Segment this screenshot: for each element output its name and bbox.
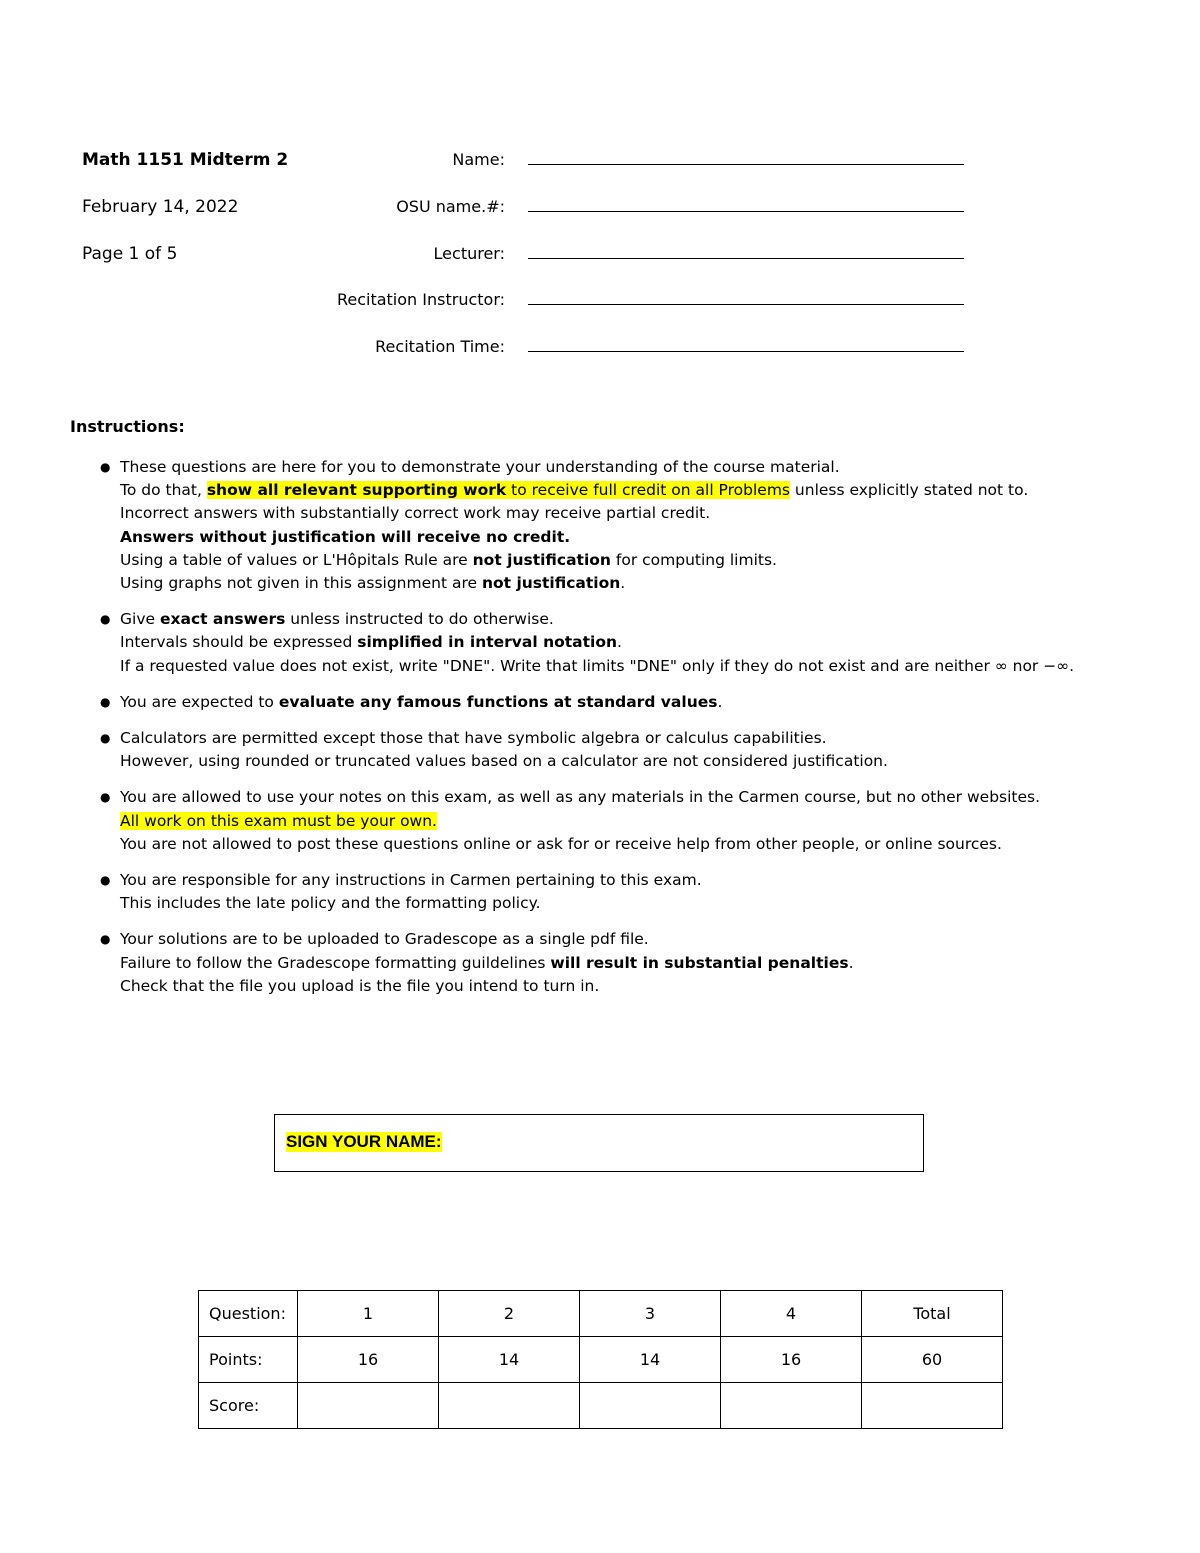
score-cell-total[interactable] xyxy=(862,1383,1003,1429)
lecturer-label: Lecturer: xyxy=(433,244,505,263)
row-label-score: Score: xyxy=(199,1383,298,1429)
instructions-list xyxy=(100,456,1140,1011)
instruction-item: ● Give exact answers unless instructed to do otherwise. Intervals should be expressed simplified in interval notation. If a requested value does not exist, write "DNE". Write that limits "DNE" only if they do not exist and are neither ∞ nor −∞. xyxy=(100,610,1075,675)
bullet-icon: ● xyxy=(100,790,111,805)
bullet-icon: ● xyxy=(100,694,111,709)
instruction-item: ● Your solutions are to be uploaded to Gradescope as a single pdf file. Failure to follow the Gradescope formatting guildelines will result in substantial penalties. Check that the file you upload is the file you intend to turn in. xyxy=(100,930,854,995)
question-cell-total: Total xyxy=(862,1291,1003,1337)
bullet-icon: ● xyxy=(100,612,111,627)
question-cell: 3 xyxy=(580,1291,721,1337)
points-cell-total: 60 xyxy=(862,1337,1003,1383)
row-label-points: Points: xyxy=(199,1337,298,1383)
instruction-item: ● You are expected to evaluate any famous functions at standard values. xyxy=(100,691,1140,714)
instruction-item: ● Calculators are permitted except those that have symbolic algebra or calculus capabilities. However, using rounded or truncated values based on a calculator are not considered justification. xyxy=(100,729,888,771)
recitation-time-label: Recitation Time: xyxy=(375,337,505,356)
points-cell: 16 xyxy=(298,1337,439,1383)
table-row xyxy=(199,1383,1003,1429)
score-cell[interactable] xyxy=(721,1383,862,1429)
osu-name-label: OSU name.#: xyxy=(396,197,505,216)
name-field[interactable] xyxy=(528,164,964,165)
score-table xyxy=(198,1290,1003,1429)
score-cell[interactable] xyxy=(439,1383,580,1429)
instruction-item: ● These questions are here for you to demonstrate your understanding of the course material. To do that, show all relevant supporting work to receive full credit on all Problems unless explicitly stated not to. Incorrect answers with substantially correct work may receive partial credit. Answers without justification will receive no credit. Using a table of values or L'Hôpitals Rule are not justification for computing limits. Using graphs not given in this assignment are not justification. xyxy=(100,458,1029,593)
table-row xyxy=(199,1291,1003,1337)
question-cell: 4 xyxy=(721,1291,862,1337)
row-label-question: Question: xyxy=(199,1291,298,1337)
osu-name-field[interactable] xyxy=(528,211,964,212)
points-cell: 16 xyxy=(721,1337,862,1383)
instructions-heading: Instructions: xyxy=(70,417,185,436)
question-cell: 2 xyxy=(439,1291,580,1337)
score-cell[interactable] xyxy=(298,1383,439,1429)
instruction-item: ● You are allowed to use your notes on this exam, as well as any materials in the Carmen course, but no other websites. All work on this exam must be your own. You are not allowed to post these questions online or ask for or receive help from other people, or online sources. xyxy=(100,788,1041,853)
signature-label: SIGN YOUR NAME: xyxy=(286,1132,442,1151)
score-cell[interactable] xyxy=(580,1383,721,1429)
exam-date: February 14, 2022 xyxy=(82,197,239,217)
signature-box[interactable] xyxy=(274,1114,924,1172)
recitation-instructor-field[interactable] xyxy=(528,304,964,305)
exam-title: Math 1151 Midterm 2 xyxy=(82,150,289,170)
bullet-icon: ● xyxy=(100,731,111,746)
question-cell: 1 xyxy=(298,1291,439,1337)
table-row xyxy=(199,1337,1003,1383)
page-indicator: Page 1 of 5 xyxy=(82,244,178,264)
points-cell: 14 xyxy=(580,1337,721,1383)
points-cell: 14 xyxy=(439,1337,580,1383)
recitation-time-field[interactable] xyxy=(528,351,964,352)
bullet-icon: ● xyxy=(100,460,111,474)
bullet-icon: ● xyxy=(100,932,111,947)
lecturer-field[interactable] xyxy=(528,258,964,259)
recitation-instructor-label: Recitation Instructor: xyxy=(336,290,505,309)
bullet-icon: ● xyxy=(100,873,111,888)
instruction-item: ● You are responsible for any instructions in Carmen pertaining to this exam. This includes the late policy and the formatting policy. xyxy=(100,871,702,913)
name-label: Name: xyxy=(452,150,505,169)
